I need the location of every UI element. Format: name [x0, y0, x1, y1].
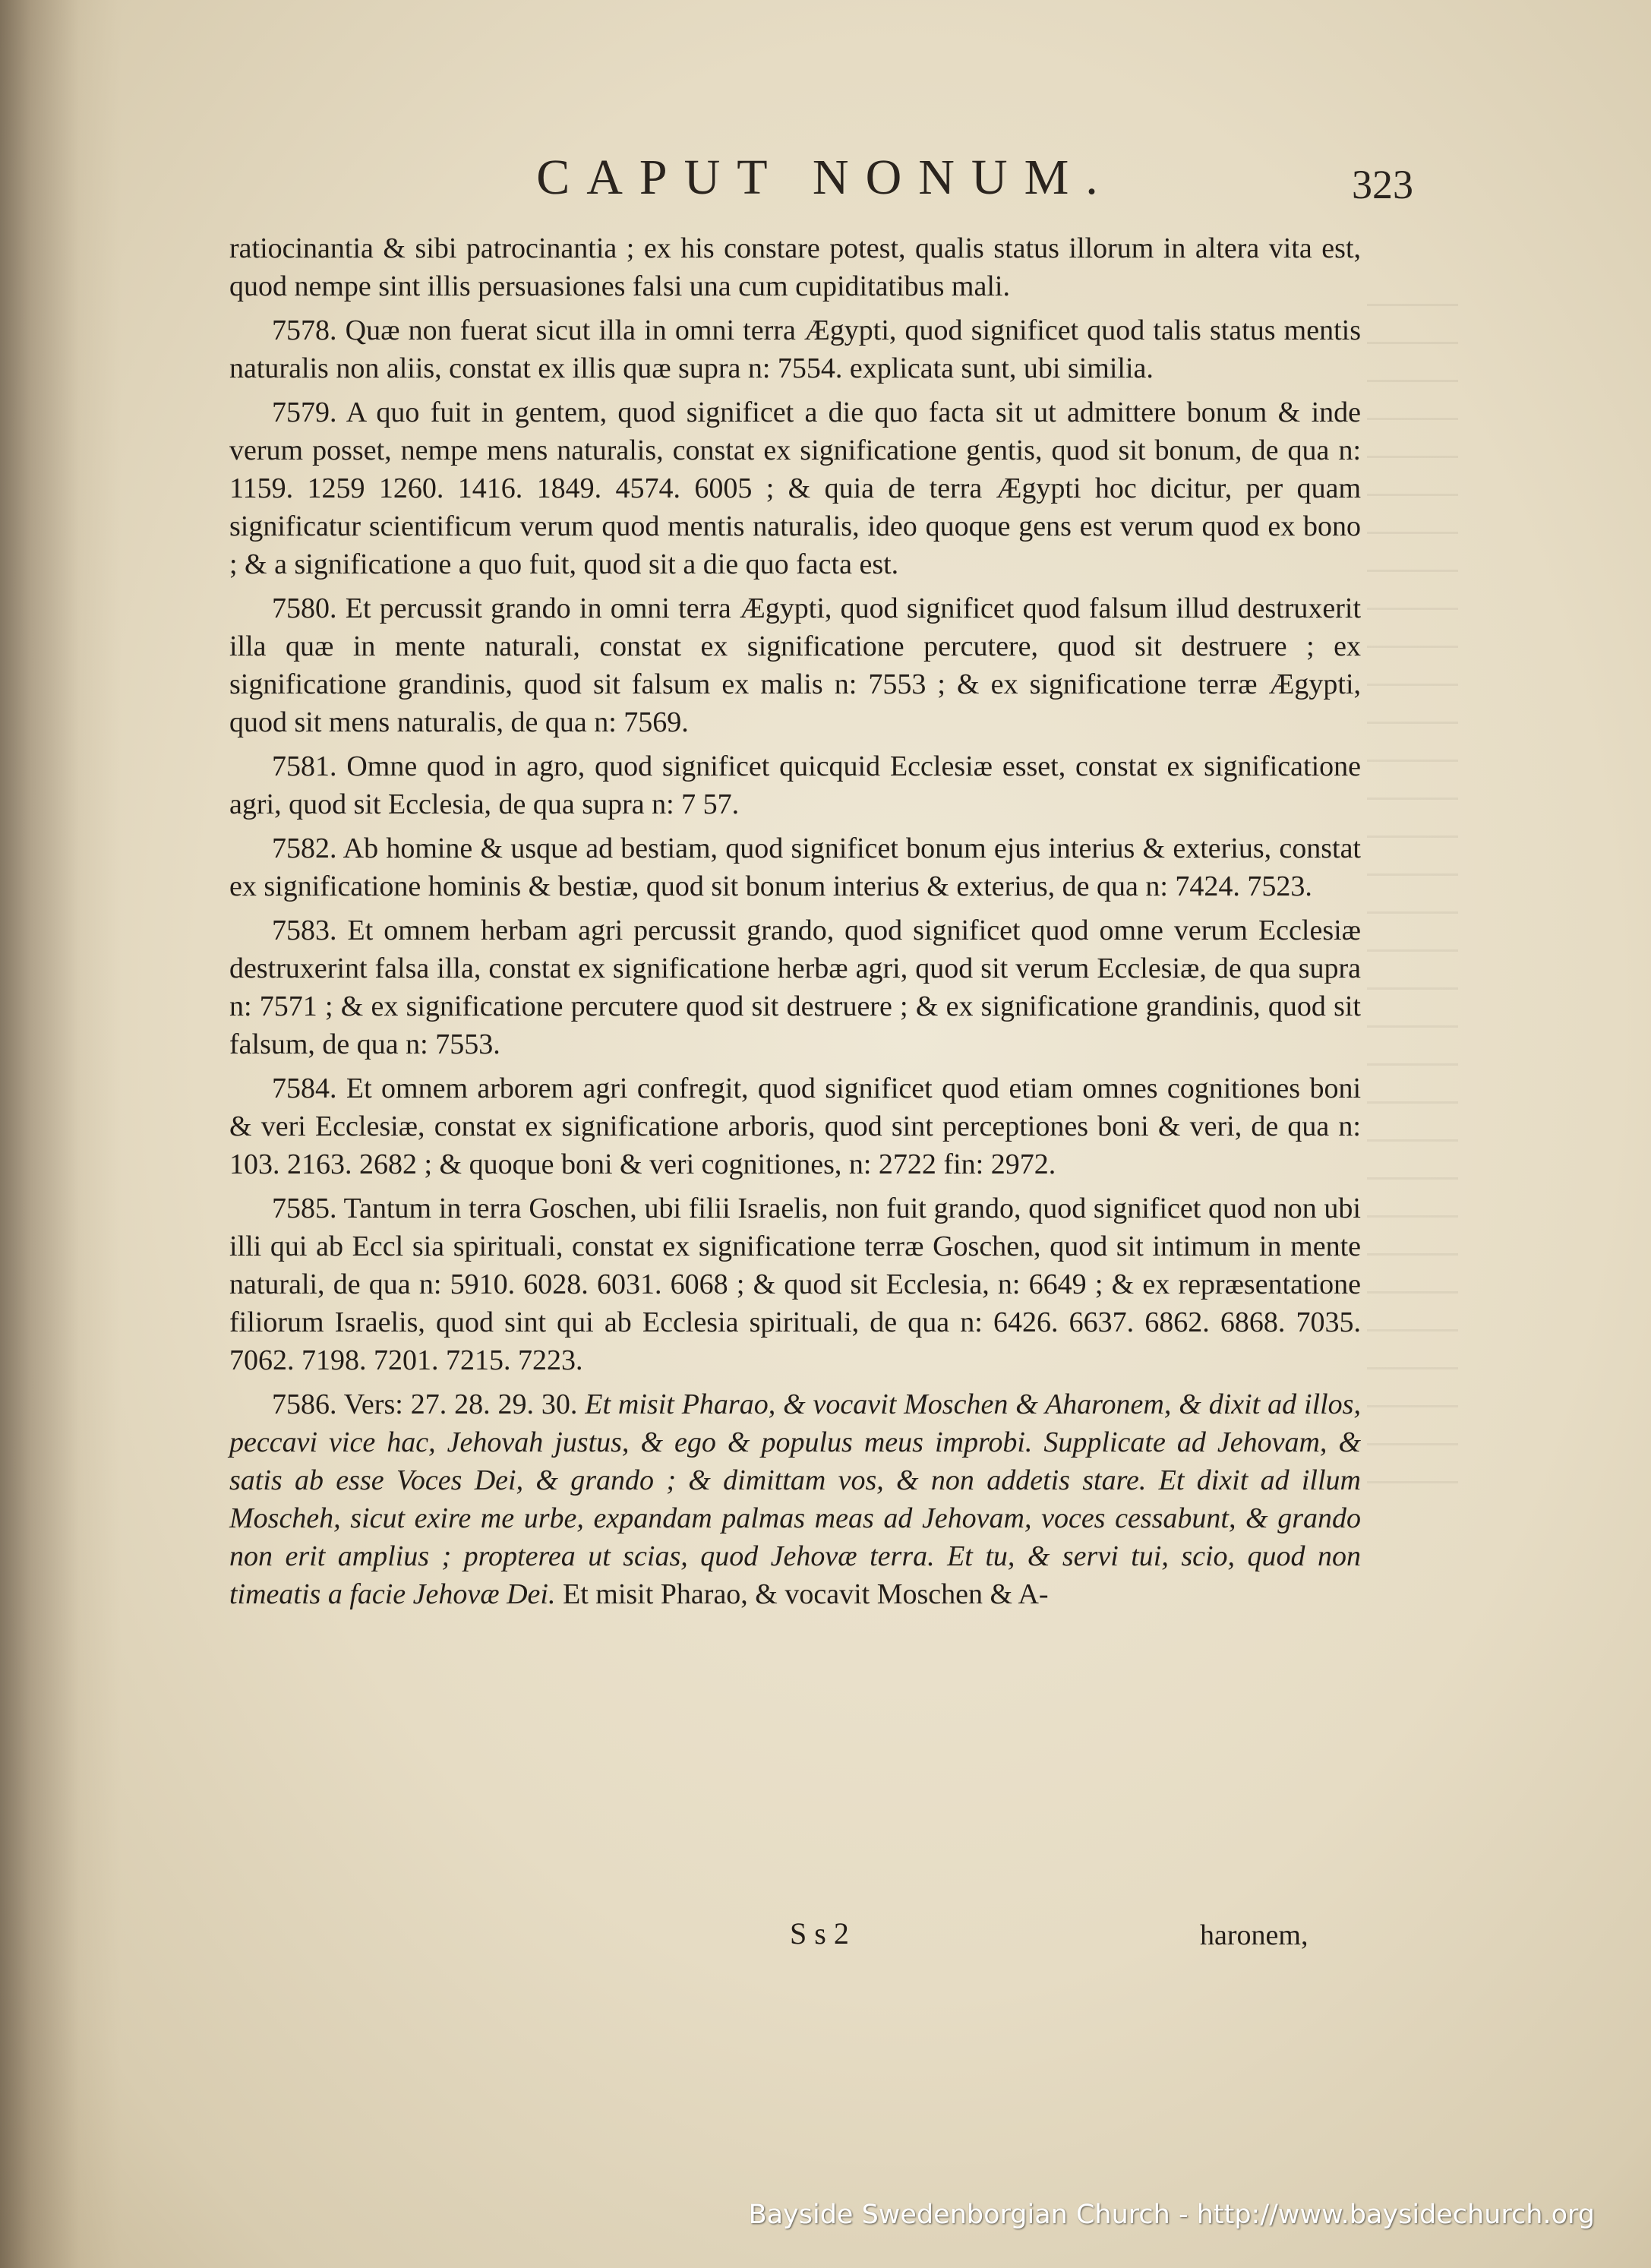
paragraph-7584	[229, 1069, 1361, 1183]
paragraph-number: 7581.	[272, 750, 337, 782]
paragraph-text: Et misit Pharao, & vocavit Moschen & A-	[563, 1578, 1049, 1610]
paragraph-number: 7578.	[272, 314, 337, 346]
paragraph-number: 7582.	[272, 832, 337, 864]
paragraph-text: Tantum in terra Goschen, ubi filii Israelis, non fuit grando, quod significet quod non ubi illi qui ab Eccl sia spirituali, constat ex significatione terræ Goschen, quod sit intimum in mente naturali, de qua n: 5910. 6028. 6031. 6068 ; & quod sit Ecclesia, n: 6649 ; & ex repræsentatione filiorum Israelis, quod sint qui ab Ecclesia spirituali, de qua n: 6426. 6637. 6862. 6868. 7035. 7062. 7198. 7201. 7215. 7223.	[229, 1192, 1361, 1376]
paragraph-text: Et percussit grando in omni terra Ægypti, quod significet quod falsum illud destruxerit illa quæ in mente naturali, constat ex significatione percutere, quod sit destruere ; ex significatione grandinis, quod sit falsum ex malis n: 7553 ; & ex significatione terræ Ægypti, quod sit mens naturalis, de qua n: 7569.	[229, 592, 1361, 738]
signature-mark: S s 2	[790, 1916, 849, 1951]
paragraph-7578	[229, 311, 1361, 387]
gutter-shadow	[0, 0, 122, 2268]
paragraph-text: Ab homine & usque ad bestiam, quod significet bonum ejus interius & exterius, constat ex significatione hominis & bestiæ, quod sit bonum interius & exterius, de qua n: 7424. 7523.	[229, 832, 1361, 902]
show-through-bleed	[1367, 304, 1458, 1519]
paragraph-7585	[229, 1189, 1361, 1379]
paragraph-number: 7580.	[272, 592, 337, 624]
paragraph-7583	[229, 911, 1361, 1063]
body-text	[229, 229, 1361, 1619]
paragraph-text: A quo fuit in gentem, quod significet a die quo facta sit ut admittere bonum & inde verum posset, nempe mens naturalis, constat ex significatione gentis, quod sit bonum, de qua n: 1159. 1259 1260. 1416. 1849. 4574. 6005 ; & quia de terra Ægypti hoc dicitur, per quam significatur scientificum verum quod mentis naturalis, ideo quoque gens est verum quod ex bono ; & a significatione a quo fuit, quod sit a die quo facta est.	[229, 396, 1361, 580]
paragraph-text: Omne quod in agro, quod significet quicquid Ecclesiæ esset, constat ex significatione agri, quod sit Ecclesia, de qua supra n: 7 57.	[229, 750, 1361, 820]
page-number: 323	[1352, 162, 1413, 207]
verse-reference: Vers: 27. 28. 29. 30.	[343, 1388, 578, 1420]
scripture-quote: Et misit Pharao, & vocavit Moschen & Aharonem, & dixit ad illos, peccavi vice hac, Jehovah justus, & ego & populus meus improbi. Supplicate ad Jehovam, & satis ab esse Voces Dei, & grando ; & dimittam vos, & non addetis stare. Et dixit ad illum Moscheh, sicut exire me urbe, expandam palmas meas ad Jehovam, voces cessabunt, & grando non erit amplius ; propterea ut scias, quod Jehovæ terra. Et tu, & servi tui, scio, quod non timeatis a facie Jehovæ Dei.	[229, 1388, 1361, 1610]
paragraph-7586	[229, 1385, 1361, 1613]
paragraph-number: 7586.	[272, 1388, 337, 1420]
footer-watermark: Bayside Swedenborgian Church - http://www.baysidechurch.org	[748, 2200, 1595, 2230]
running-head: CAPUT NONUM.	[536, 150, 1115, 205]
paragraph-7580	[229, 589, 1361, 741]
paragraph-text: Et omnem arborem agri confregit, quod significet quod etiam omnes cognitiones boni & veri Ecclesiæ, constat ex significatione arboris, quod sint perceptiones boni & veri, de qua n: 103. 2163. 2682 ; & quoque boni & veri cognitiones, n: 2722 fin: 2972.	[229, 1072, 1362, 1180]
paragraph-number: 7584.	[272, 1072, 337, 1104]
paragraph-text: ratiocinantia & sibi patrocinantia ; ex his constare potest, qualis status illorum in altera vita est, quod nempe sint illis persuasiones falsi una cum cupiditatibus mali.	[229, 232, 1361, 302]
paragraph-number: 7585.	[272, 1192, 337, 1224]
paragraph-7581	[229, 747, 1361, 823]
catchword: haronem,	[1200, 1919, 1308, 1951]
paragraph-number: 7583.	[272, 914, 337, 946]
paragraph-text: Quæ non fuerat sicut illa in omni terra Ægypti, quod significet quod talis status mentis naturalis non aliis, constat ex illis quæ supra n: 7554. explicata sunt, ubi similia.	[229, 314, 1361, 384]
paragraph-7579	[229, 393, 1361, 583]
paragraph-7582	[229, 829, 1361, 905]
paragraph-continuation	[229, 229, 1361, 305]
paragraph-text: Et omnem herbam agri percussit grando, quod significet quod omne verum Ecclesiæ destruxerint falsa illa, constat ex significatione herbæ agri, quod sit verum Ecclesiæ, de qua supra n: 7571 ; & ex significatione percutere quod sit destruere ; & ex significatione grandinis, quod sit falsum, de qua n: 7553.	[229, 914, 1362, 1060]
paragraph-number: 7579.	[272, 396, 337, 428]
